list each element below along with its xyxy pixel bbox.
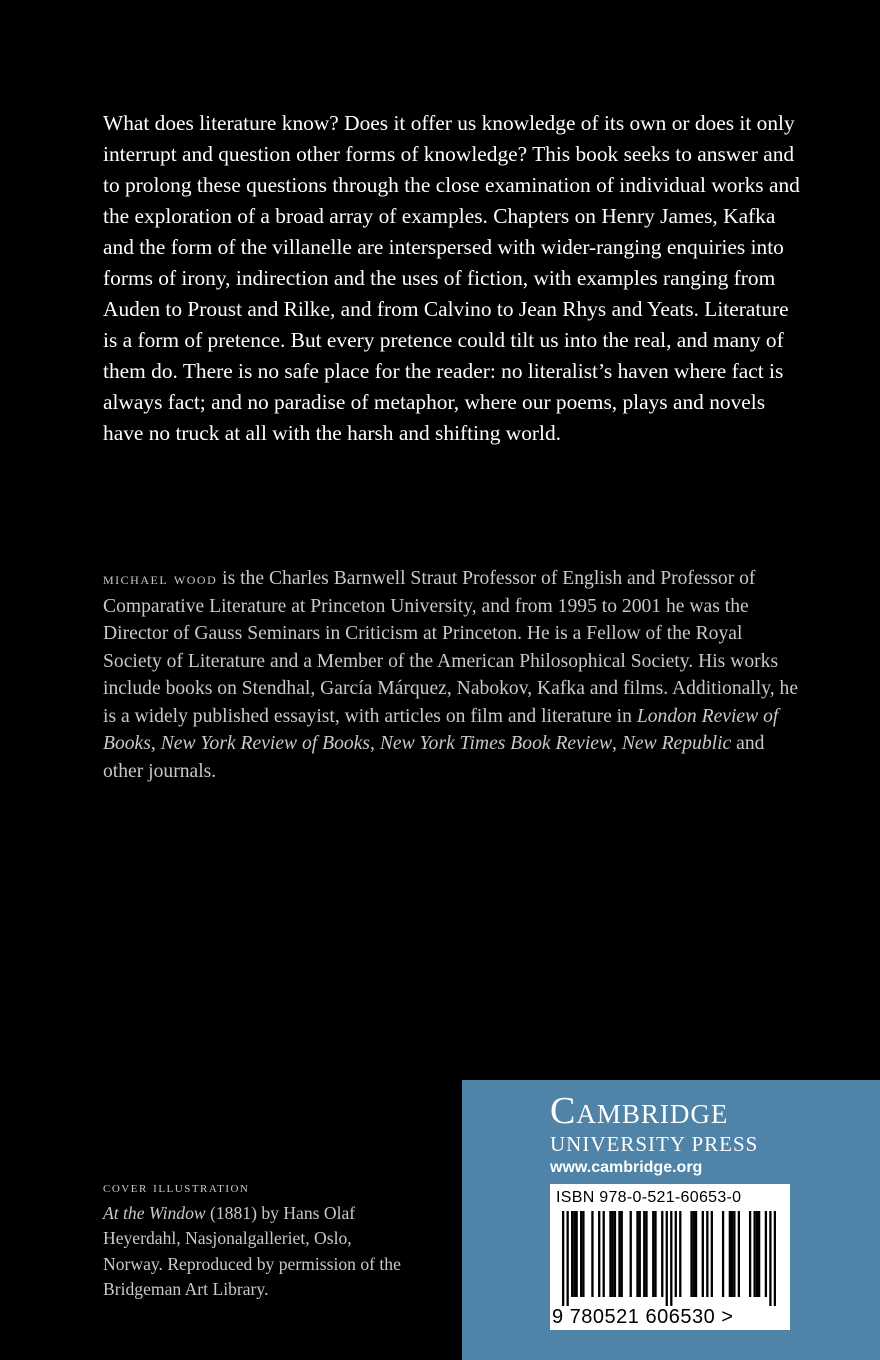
journal-nyrb: New York Review of Books	[160, 733, 371, 754]
publisher-panel	[462, 1080, 880, 1360]
isbn-label: ISBN 978-0-521-60653-0	[556, 1189, 742, 1206]
barcode-bar	[652, 1211, 654, 1297]
author-bio	[103, 565, 803, 785]
barcode-bar	[756, 1211, 758, 1297]
barcode-bar	[645, 1211, 647, 1297]
barcode-bar	[711, 1211, 713, 1297]
barcode-bar	[614, 1211, 616, 1297]
barcode-bar	[618, 1211, 620, 1297]
barcode-bar	[573, 1211, 575, 1297]
barcode-bar	[639, 1211, 641, 1297]
barcode-bar	[675, 1211, 677, 1297]
barcode-bar	[733, 1211, 735, 1297]
cover-credit-text: (1881) by Hans Olaf Heyerdahl, Nasjonalgalleriet, Oslo, Norway. Reproduced by permission of the Bridgeman Art Library.	[103, 1202, 401, 1299]
cover-credit-body	[103, 1201, 413, 1303]
author-name: michael wood	[103, 569, 218, 588]
barcode-bar	[612, 1211, 614, 1297]
barcode-bar	[758, 1211, 760, 1297]
barcode-panel	[550, 1184, 790, 1330]
separator: ,	[612, 733, 622, 754]
barcode-bar	[749, 1211, 751, 1297]
barcode-bar	[630, 1211, 632, 1297]
barcode-bar	[580, 1211, 582, 1297]
journal-nytbr: New York Times Book Review	[379, 733, 613, 754]
barcode-bar	[636, 1211, 638, 1297]
barcode-bar	[769, 1211, 771, 1306]
barcode-bar	[774, 1211, 776, 1306]
artwork-title: At the Window	[103, 1202, 206, 1223]
journal-lrb: London Review of Books	[103, 705, 779, 754]
barcode-bar	[598, 1211, 600, 1297]
barcode-bar	[571, 1211, 573, 1297]
separator: ,	[150, 733, 161, 754]
barcode-bar	[591, 1211, 593, 1297]
publisher-name: Cambridge	[550, 1090, 729, 1132]
description-paragraph: What does literature know? Does it offer us knowledge of its own or does it only interrupt and question other forms of knowledge? This book seeks to answer and to prolong these questions through the close examination of individual works and the exploration of a broad array of examples. Chapters on Henry James, Kafka and the form of the villanelle are interspersed with wider-ranging enquiries into forms of irony, indirection and the uses of fiction, with examples ranging from Auden to Proust and Rilke, and from Calvino to Jean Rhys and Yeats. Literature is a form of pretence. But every pretence could tilt us into the real, and many of them do. There is no safe place for the reader: no literalist’s haven where fact is always fact; and no paradise of metaphor, where our poems, plays and novels have no truck at all with the harsh and shifting world.	[103, 111, 800, 445]
barcode-bar	[729, 1211, 731, 1297]
publisher-subtitle: UNIVERSITY PRESS	[550, 1132, 759, 1156]
barcode-bars	[562, 1211, 776, 1306]
barcode-bar	[666, 1211, 668, 1306]
barcode-bar	[753, 1211, 755, 1297]
publisher-url: www.cambridge.org	[550, 1159, 703, 1176]
barcode-bar	[609, 1211, 611, 1297]
barcode-bar	[693, 1211, 695, 1297]
barcode-bar	[765, 1211, 767, 1297]
barcode-bar	[679, 1211, 681, 1297]
cover-credit	[103, 1175, 413, 1303]
barcode-bar	[621, 1211, 623, 1297]
barcode-bar	[670, 1211, 672, 1306]
barcode-bar	[722, 1211, 724, 1297]
separator: ,	[370, 733, 380, 754]
barcode-bar	[695, 1211, 697, 1297]
journal-new-republic: New Republic	[621, 733, 732, 754]
barcode-bar	[576, 1211, 578, 1297]
barcode-bar	[562, 1211, 564, 1306]
bio-text-1: is the Charles Barnwell Straut Professor of English and Professor of Comparative Literature at Princeton University, and from 1995 to 2001 he was the Director of Gauss Seminars in Criticism at Princeton. He is a Fellow of the Royal Society of Literature and a Member of the American Philosophical Society. His works include books on Stendhal, García Márquez, Nabokov, Kafka and films. Additionally, he is a widely published essayist, with articles on film and literature in	[103, 568, 799, 727]
book-description	[103, 108, 803, 449]
barcode-bar	[567, 1211, 569, 1306]
bio-paragraph	[103, 565, 803, 785]
barcode-bar	[690, 1211, 692, 1297]
barcode-bar	[661, 1211, 663, 1297]
barcode-bar	[738, 1211, 740, 1297]
barcode-bar	[582, 1211, 584, 1297]
barcode-digits: 9 780521 606530 >	[552, 1306, 734, 1328]
cover-credit-heading: cover illustration	[103, 1179, 250, 1196]
barcode-bar	[706, 1211, 708, 1297]
barcode-bar	[731, 1211, 733, 1297]
barcode-bar	[702, 1211, 704, 1297]
barcode-bar	[643, 1211, 645, 1297]
barcode-bar	[654, 1211, 656, 1297]
barcode-bar	[603, 1211, 605, 1297]
bio-text-2: and other journals.	[103, 733, 765, 782]
